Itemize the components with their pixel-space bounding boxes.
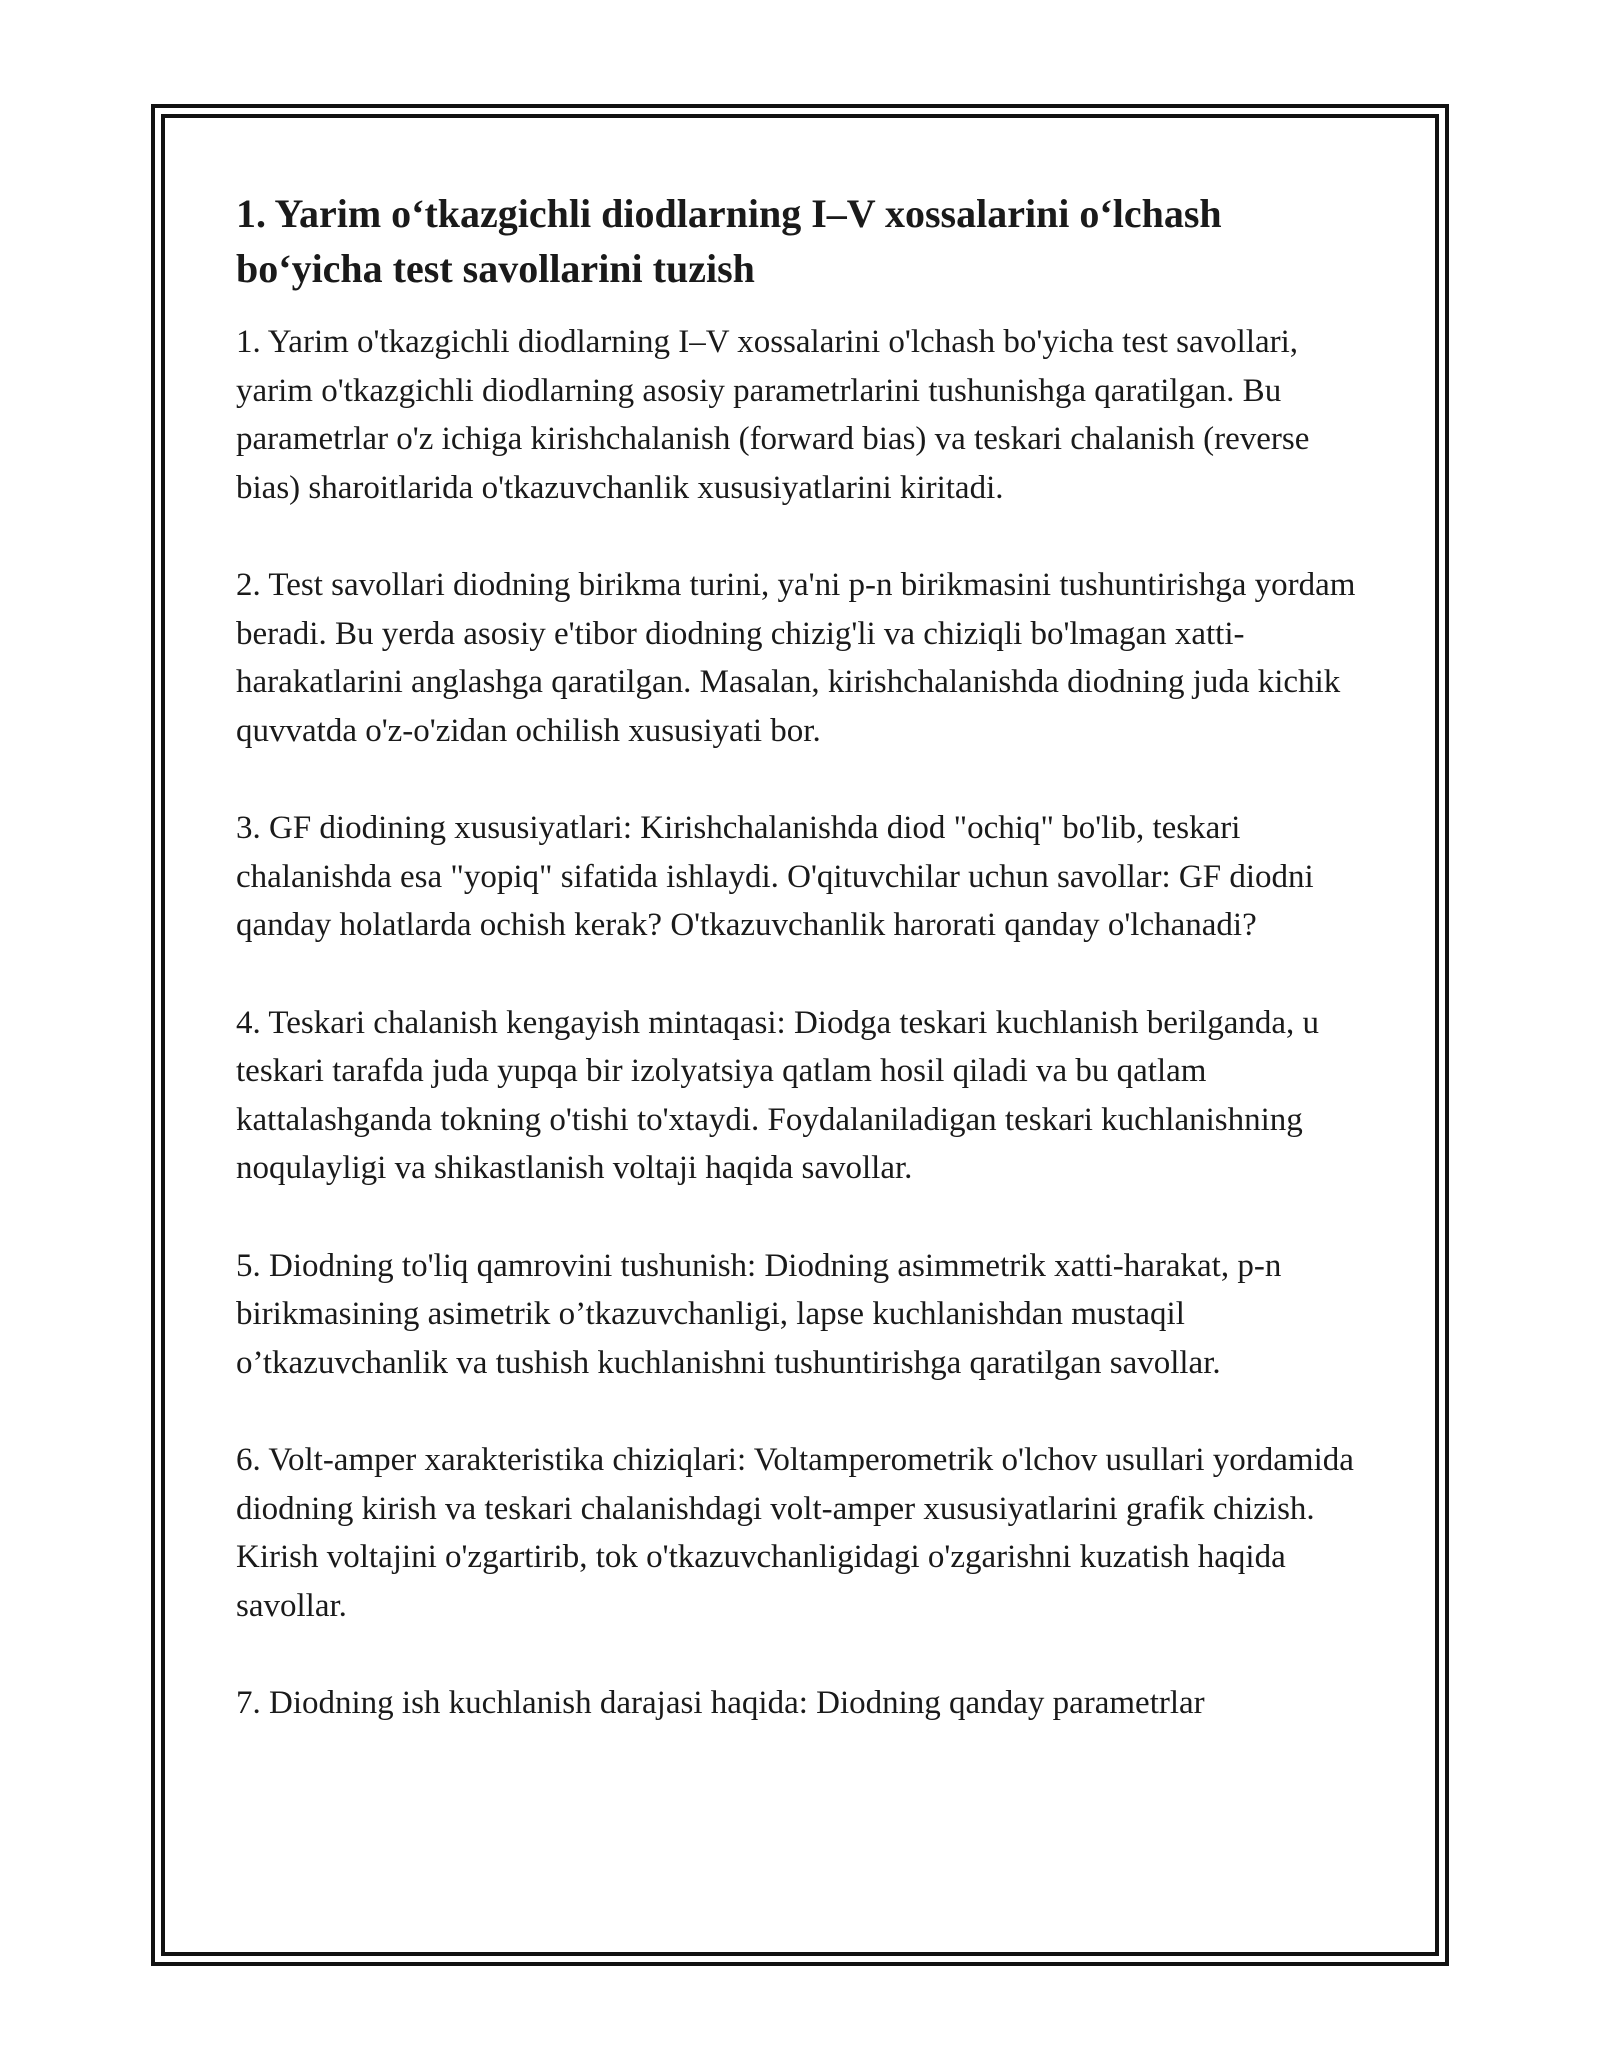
paragraph-4: 4. Teskari chalanish kengayish mintaqasi: Diodga teskari kuchlanish berilganda, u teskari tarafda juda yupqa bir izolyatsiya qatlam hosil qiladi va bu qatlam kattalashganda tokning o'tishi to'xtaydi. Foydalaniladigan teskari kuchlanishning noqulayligi va shikastlanish voltaji haqida savollar. [236,1004,1320,1186]
document-content [236,186,1372,1777]
paragraph-7: 7. Diodning ish kuchlanish darajasi haqida: Diodning qanday parametrlar [236,1685,1205,1721]
paragraph-5: 5. Diodning to'liq qamrovini tushunish: Diodning asimmetrik xatti-harakat, p-n birikmasining asimetrik o’tkazuvchanligi, lapse kuchlanishdan mustaqil o’tkazuvchanlik va tushish kuchlanishni tushuntirishga qaratilgan savollar. [236,1247,1282,1381]
document-title: 1. Yarim o‘tkazgichli diodlarning I–V xossalarini o‘lchash bo‘yicha test savollarini tuzish [236,191,1222,291]
paragraph-2: 2. Test savollari diodning birikma turini, ya'ni p-n birikmasini tushuntirishga yordam beradi. Bu yerda asosiy e'tibor diodning chizig'li va chiziqli bo'lmagan xatti-harakatlarini anglashga qaratilgan. Masalan, kirishchalanishda diodning juda kichik quvvatda o'z-o'zidan ochilish xususiyati bor. [236,567,1356,749]
paragraph-6: 6. Volt-amper xarakteristika chiziqlari: Voltamperometrik o'lchov usullari yordamida diodning kirish va teskari chalanishdagi volt-amper xususiyatlarini grafik chizish. Kirish voltajini o'zgartirib, tok o'tkazuvchanligidagi o'zgarishni kuzatish haqida savollar. [236,1442,1354,1624]
paragraph-list [236,318,1372,1728]
paragraph-3: 3. GF diodining xususiyatlari: Kirishchalanishda diod "ochiq" bo'lib, teskari chalanishda esa "yopiq" sifatida ishlaydi. O'qituvchilar uchun savollar: GF diodni qanday holatlarda ochish kerak? O'tkazuvchanlik harorati qanday o'lchanadi? [236,810,1314,943]
paragraph-1: 1. Yarim o'tkazgichli diodlarning I–V xossalarini o'lchash bo'yicha test savollari, yarim o'tkazgichli diodlarning asosiy parametrlarini tushunishga qaratilgan. Bu parametrlar o'z ichiga kirishchalanish (forward bias) va teskari chalanish (reverse bias) sharoitlarida o'tkazuvchanlik xususiyatlarini kiritadi. [236,324,1310,506]
